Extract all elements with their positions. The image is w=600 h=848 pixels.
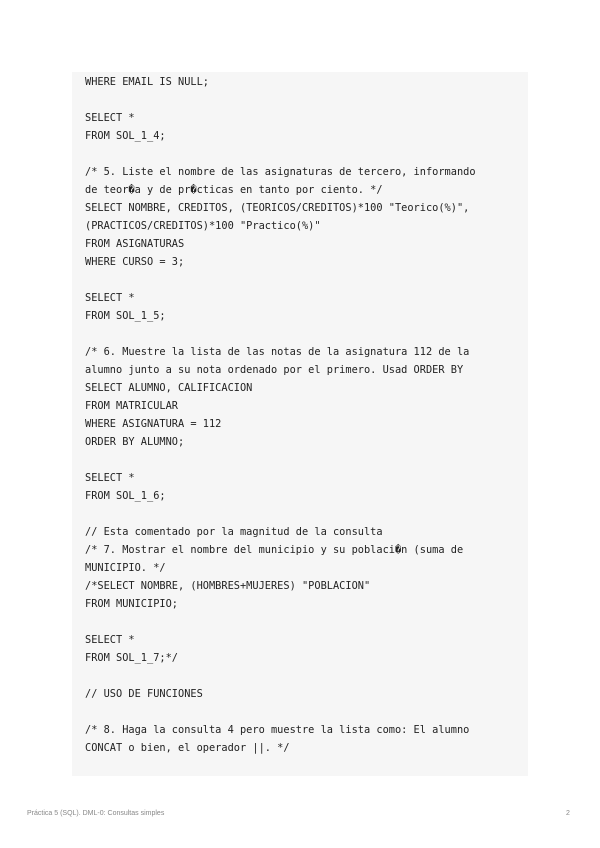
code-line: MUNICIPIO. */ (85, 562, 166, 574)
code-line: // USO DE FUNCIONES (85, 688, 203, 700)
code-line: SELECT * (85, 112, 135, 124)
code-line: /*SELECT NOMBRE, (HOMBRES+MUJERES) "POBLACION" (85, 580, 371, 592)
code-line: FROM SOL_1_6; (85, 490, 166, 502)
page-number: 2 (566, 810, 570, 817)
code-line: // Esta comentado por la magnitud de la consulta (85, 526, 383, 538)
code-line: CONCAT o bien, el operador ||. */ (85, 742, 290, 754)
footer-title: Práctica 5 (SQL). DML-0: Consultas simples (27, 810, 165, 817)
code-block (72, 72, 528, 776)
code-line: WHERE EMAIL IS NULL; (85, 76, 209, 88)
code-line: FROM SOL_1_7;*/ (85, 652, 178, 664)
code-line: alumno junto a su nota ordenado por el primero. Usad ORDER BY (85, 364, 464, 376)
code-line: FROM MATRICULAR (85, 400, 178, 412)
code-line: /* 6. Muestre la lista de las notas de la asignatura 112 de la (85, 346, 470, 358)
code-line: SELECT * (85, 472, 135, 484)
code-line: de teor�a y de pr�cticas en tanto por ciento. */ (85, 184, 383, 196)
code-line: WHERE CURSO = 3; (85, 256, 185, 268)
code-line: FROM MUNICIPIO; (85, 598, 178, 610)
code-line: FROM SOL_1_4; (85, 130, 166, 142)
code-line: SELECT ALUMNO, CALIFICACION (85, 382, 253, 394)
code-line: (PRACTICOS/CREDITOS)*100 "Practico(%)" (85, 220, 321, 232)
code-line: /* 8. Haga la consulta 4 pero muestre la lista como: El alumno (85, 724, 470, 736)
code-line: FROM SOL_1_5; (85, 310, 166, 322)
code-line: SELECT * (85, 634, 135, 646)
code-line: SELECT NOMBRE, CREDITOS, (TEORICOS/CREDITOS)*100 "Teorico(%)", (85, 202, 470, 214)
code-line: WHERE ASIGNATURA = 112 (85, 418, 222, 430)
code-line: SELECT * (85, 292, 135, 304)
code-line: /* 5. Liste el nombre de las asignaturas de tercero, informando (85, 166, 476, 178)
code-line: ORDER BY ALUMNO; (85, 436, 185, 448)
code-line: /* 7. Mostrar el nombre del municipio y su poblaci�n (suma de (85, 544, 464, 556)
code-line: FROM ASIGNATURAS (85, 238, 185, 250)
